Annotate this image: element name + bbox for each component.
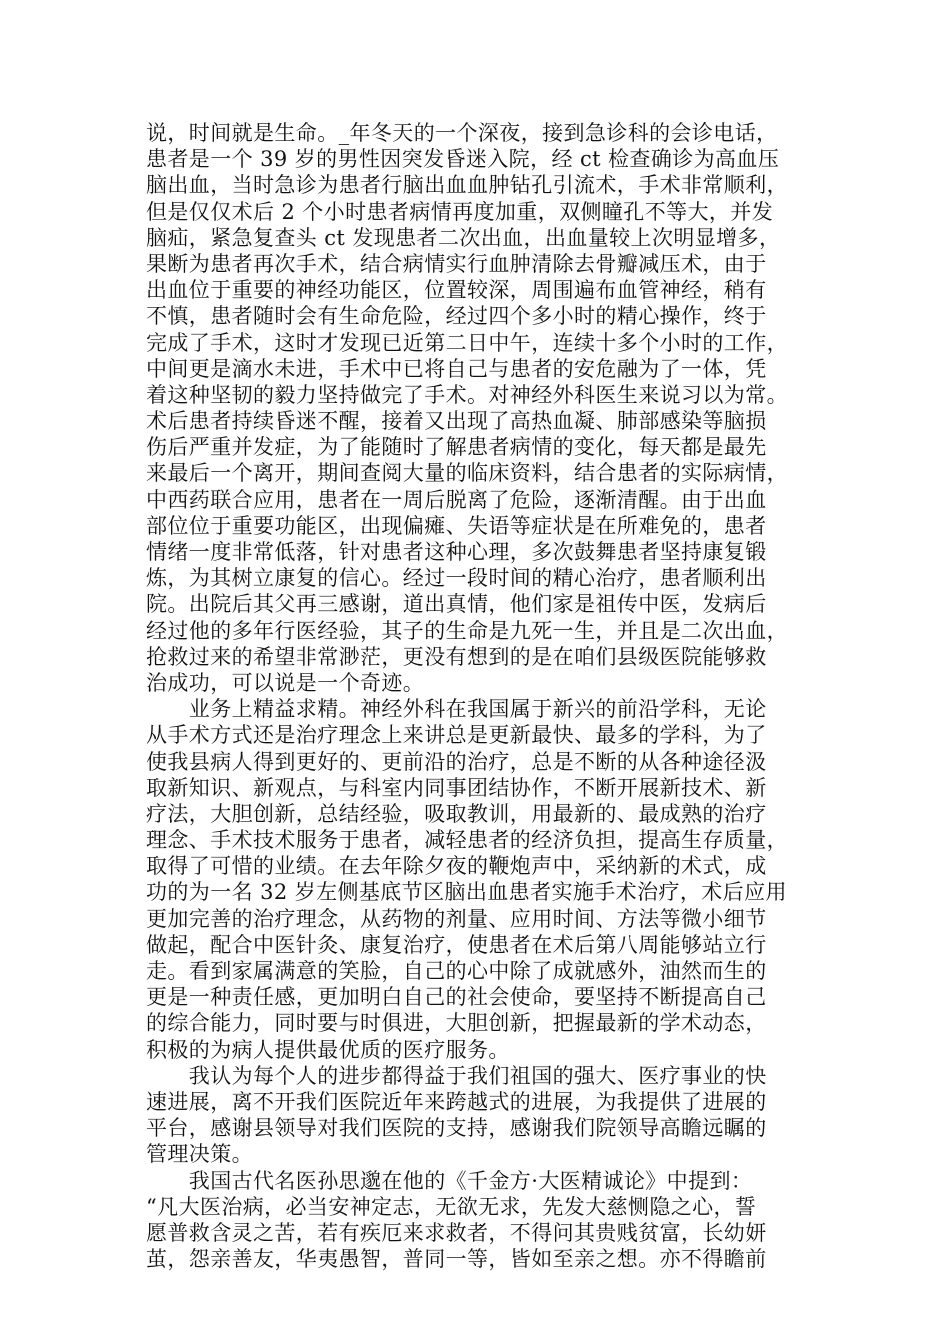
- text-line: 走。看到家属满意的笑脸，自己的心中除了成就感外，油然而生的: [146, 959, 767, 983]
- text-line: 部位位于重要功能区，出现偏瘫、失语等症状是在所难免的，患者: [146, 513, 767, 538]
- text-line: 着这种坚韧的毅力坚持做完了手术。对神经外科医生来说习以为常。: [146, 382, 788, 407]
- text-line: 的综合能力，同时要与时俱进，大胆创新，把握最新的学术动态，: [146, 1011, 767, 1036]
- text-line: 愿普救含灵之苦，若有疾厄来求救者，不得问其贵贱贫富，长幼妍: [146, 1220, 767, 1245]
- text-line: 术后患者持续昏迷不醒，接着又出现了高热血凝、肺部感染等脑损: [146, 409, 767, 434]
- text-line: 不慎，患者随时会有生命危险，经过四个多小时的精心操作，终于: [146, 304, 767, 329]
- text-line: 情绪一度非常低落，针对患者这种心理，多次鼓舞患者坚持康复锻: [146, 540, 767, 564]
- text-line: 使我县病人得到更好的、更前沿的治疗，总是不断的从各种途径汲: [146, 749, 767, 774]
- text-line: 功的为一名 32 岁左侧基底节区脑出血患者实施手术治疗，术后应用: [146, 880, 787, 905]
- text-line: 中西药联合应用，患者在一周后脱离了危险，逐渐清醒。由于出血: [146, 487, 767, 512]
- text-line: 果断为患者再次手术，结合病情实行血肿清除去骨瓣减压术，由于: [146, 251, 767, 276]
- text-line: 从手术方式还是治疗理念上来讲总是更新最快、最多的学科，为了: [146, 723, 767, 748]
- text-line: 更加完善的治疗理念，从药物的剂量、应用时间、方法等微小细节: [146, 906, 767, 931]
- text-line: 取新知识、新观点，与科室内同事团结协作，不断开展新技术、新: [146, 775, 767, 800]
- text-line: 说，时间就是生命。_年冬天的一个深夜，接到急诊科的会诊电话，: [146, 121, 778, 145]
- text-line: 经过他的多年行医经验，其子的生命是九死一生，并且是二次出血，: [146, 618, 788, 643]
- text-line: 业务上精益求精。神经外科在我国属于新兴的前沿学科，无论: [146, 697, 767, 722]
- text-line: 疗法，大胆创新，总结经验，吸取教训，用最新的、最成熟的治疗: [146, 801, 767, 826]
- text-line: 脑出血，当时急诊为患者行脑出血血肿钻孔引流术，手术非常顺利，: [146, 173, 788, 198]
- text-line: 治成功，可以说是一个奇迹。: [146, 670, 425, 695]
- text-line: 速进展，离不开我们医院近年来跨越式的进展，为我提供了进展的: [146, 1089, 767, 1114]
- body-text: [146, 120, 818, 1272]
- text-line: 取得了可惜的业绩。在去年除夕夜的鞭炮声中，采纳新的术式，成: [146, 854, 767, 879]
- text-line: 管理决策。: [146, 1142, 253, 1167]
- text-line: “凡大医治病，必当安神定志，无欲无求，先发大慈恻隐之心，誓: [146, 1194, 757, 1219]
- text-line: 来最后一个离开，期间查阅大量的临床资料，结合患者的实际病情，: [146, 461, 788, 486]
- text-line: 做起，配合中医针灸、康复治疗，使患者在术后第八周能够站立行: [146, 932, 767, 957]
- text-line: 理念、手术技术服务于患者，减轻患者的经济负担，提高生存质量，: [146, 828, 788, 853]
- text-line: 但是仅仅术后 2 个小时患者病情再度加重，双侧瞳孔不等大，并发: [146, 199, 774, 224]
- text-line: 平台，感谢县领导对我们医院的支持，感谢我们院领导高瞻远瞩的: [146, 1116, 767, 1141]
- text-line: 我认为每个人的进步都得益于我们祖国的强大、医疗事业的快: [146, 1063, 767, 1088]
- text-line: 院。出院后其父再三感谢，道出真情，他们家是祖传中医，发病后: [146, 592, 767, 617]
- text-line: 茧，怨亲善友，华夷愚智，普同一等，皆如至亲之想。亦不得瞻前: [146, 1247, 767, 1272]
- text-line: 脑疝，紧急复查头 ct 发现患者二次出血，出血量较上次明显增多，: [146, 225, 781, 250]
- text-line: 积极的为病人提供最优质的医疗服务。: [146, 1037, 510, 1062]
- text-line: 我国古代名医孙思邈在他的《千金方·大医精诚论》中提到：: [146, 1168, 753, 1193]
- text-line: 中间更是滴水未进，手术中已将自己与患者的安危融为了一体，凭: [146, 356, 767, 381]
- text-line: 患者是一个 39 岁的男性因突发昏迷入院，经 ct 检查确诊为高血压: [146, 147, 780, 172]
- text-line: 完成了手术，这时才发现已近第二日中午，连续十多个小时的工作，: [146, 330, 788, 355]
- text-line: 出血位于重要的神经功能区，位置较深，周围遍布血管神经，稍有: [146, 278, 767, 303]
- text-line: 炼，为其树立康复的信心。经过一段时间的精心治疗，患者顺利出: [146, 566, 767, 591]
- text-line: 伤后严重并发症，为了能随时了解患者病情的变化，每天都是最先: [146, 435, 767, 460]
- text-line: 更是一种责任感，更加明白自己的社会使命，要坚持不断提高自己: [146, 985, 767, 1010]
- text-line: 抢救过来的希望非常渺茫，更没有想到的是在咱们县级医院能够救: [146, 644, 767, 669]
